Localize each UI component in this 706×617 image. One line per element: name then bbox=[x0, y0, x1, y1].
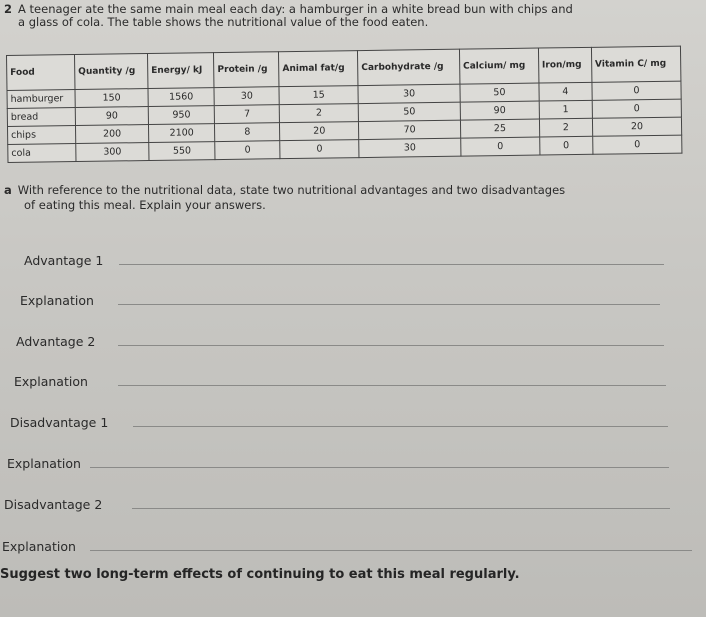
answer-row-disadvantage-2 bbox=[4, 492, 670, 512]
part-a-instruction bbox=[4, 183, 704, 213]
header-cell: Animal fat/g bbox=[279, 51, 358, 87]
header-cell: Calcium/ mg bbox=[459, 48, 538, 84]
table-cell: chips bbox=[7, 126, 75, 145]
table-cell: 90 bbox=[75, 107, 148, 126]
table-cell: 30 bbox=[358, 84, 460, 103]
answer-label: Disadvantage 1 bbox=[10, 415, 109, 430]
table-cell: 200 bbox=[76, 125, 149, 144]
table-cell: 1 bbox=[539, 100, 592, 119]
table-cell: 300 bbox=[76, 143, 149, 162]
table-cell: 2100 bbox=[148, 124, 215, 143]
header-cell: Carbohydrate /g bbox=[358, 49, 460, 85]
question-intro bbox=[4, 3, 694, 29]
table-cell: 8 bbox=[215, 123, 280, 142]
part-a-line-2: of eating this meal. Explain your answers. bbox=[24, 198, 266, 212]
answer-label: Explanation bbox=[2, 539, 76, 554]
header-cell: Iron/mg bbox=[538, 47, 591, 83]
answer-row-disadvantage-1 bbox=[10, 410, 668, 430]
answer-line[interactable] bbox=[118, 304, 660, 305]
table-cell: 2 bbox=[539, 118, 592, 137]
part-a-line-1: With reference to the nutritional data, state two nutritional advantages and two disadvantages bbox=[17, 183, 566, 197]
intro-line-2: a glass of cola. The table shows the nutritional value of the food eaten. bbox=[18, 15, 429, 29]
table-cell: 4 bbox=[539, 82, 592, 101]
answer-label: Explanation bbox=[14, 374, 88, 389]
header-cell: Quantity /g bbox=[75, 54, 148, 90]
part-a-label: a bbox=[4, 183, 12, 197]
table-cell: 20 bbox=[280, 122, 359, 141]
table-cell: 0 bbox=[592, 81, 681, 100]
table-cell: 150 bbox=[75, 89, 148, 108]
header-cell: Vitamin C/ mg bbox=[591, 46, 681, 82]
table-cell: hamburger bbox=[7, 90, 75, 109]
answer-line[interactable] bbox=[90, 467, 669, 468]
answer-row-explanation-4 bbox=[2, 534, 692, 554]
answer-label: Disadvantage 2 bbox=[4, 497, 103, 512]
table-cell: 20 bbox=[592, 117, 681, 136]
table-cell: 30 bbox=[214, 87, 279, 106]
table-cell: 0 bbox=[540, 136, 593, 155]
table-cell: 950 bbox=[148, 106, 215, 125]
header-cell: Food bbox=[7, 55, 76, 91]
header-cell: Energy/ kJ bbox=[147, 53, 214, 89]
table-cell: bread bbox=[7, 108, 75, 127]
answer-line[interactable] bbox=[119, 264, 664, 265]
answer-line[interactable] bbox=[132, 508, 670, 509]
intro-line-1: A teenager ate the same main meal each day: a hamburger in a white bread bun with chips and bbox=[18, 2, 573, 16]
table-cell: 50 bbox=[358, 102, 460, 121]
table-cell: 50 bbox=[460, 83, 539, 102]
nutrition-table bbox=[6, 46, 682, 163]
answer-line[interactable] bbox=[90, 550, 692, 551]
answer-label: Advantage 1 bbox=[24, 253, 104, 268]
table-cell: 15 bbox=[279, 86, 358, 105]
answer-row-advantage-2 bbox=[16, 329, 664, 349]
answer-line[interactable] bbox=[118, 385, 666, 386]
table-cell: 7 bbox=[215, 105, 280, 124]
answer-label: Explanation bbox=[7, 456, 81, 471]
answer-row-explanation-1 bbox=[20, 288, 660, 308]
table-cell: 0 bbox=[592, 99, 681, 118]
table-cell: 2 bbox=[279, 104, 358, 123]
table-cell: 70 bbox=[359, 120, 461, 139]
question-number: 2 bbox=[4, 2, 13, 16]
answer-line[interactable] bbox=[118, 345, 664, 346]
table-cell: 90 bbox=[460, 101, 539, 120]
table-cell: 0 bbox=[215, 141, 280, 160]
table-cell: 0 bbox=[280, 140, 359, 159]
answer-row-advantage-1 bbox=[24, 248, 664, 268]
answer-line[interactable] bbox=[133, 426, 668, 427]
long-term-effects-prompt: Suggest two long-term effects of continuing to eat this meal regularly. bbox=[0, 567, 520, 582]
header-cell: Protein /g bbox=[214, 52, 279, 88]
table-cell: 1560 bbox=[148, 88, 215, 107]
answer-row-explanation-2 bbox=[14, 369, 666, 389]
table-cell: 0 bbox=[461, 137, 540, 156]
table-cell: 25 bbox=[460, 119, 539, 138]
table-cell: 0 bbox=[593, 135, 682, 154]
answer-label: Explanation bbox=[20, 293, 94, 308]
table-cell: 550 bbox=[149, 142, 216, 161]
answer-label: Advantage 2 bbox=[16, 334, 96, 349]
table-cell: 30 bbox=[359, 138, 461, 157]
table-cell: cola bbox=[8, 144, 76, 163]
answer-row-explanation-3 bbox=[7, 451, 669, 471]
